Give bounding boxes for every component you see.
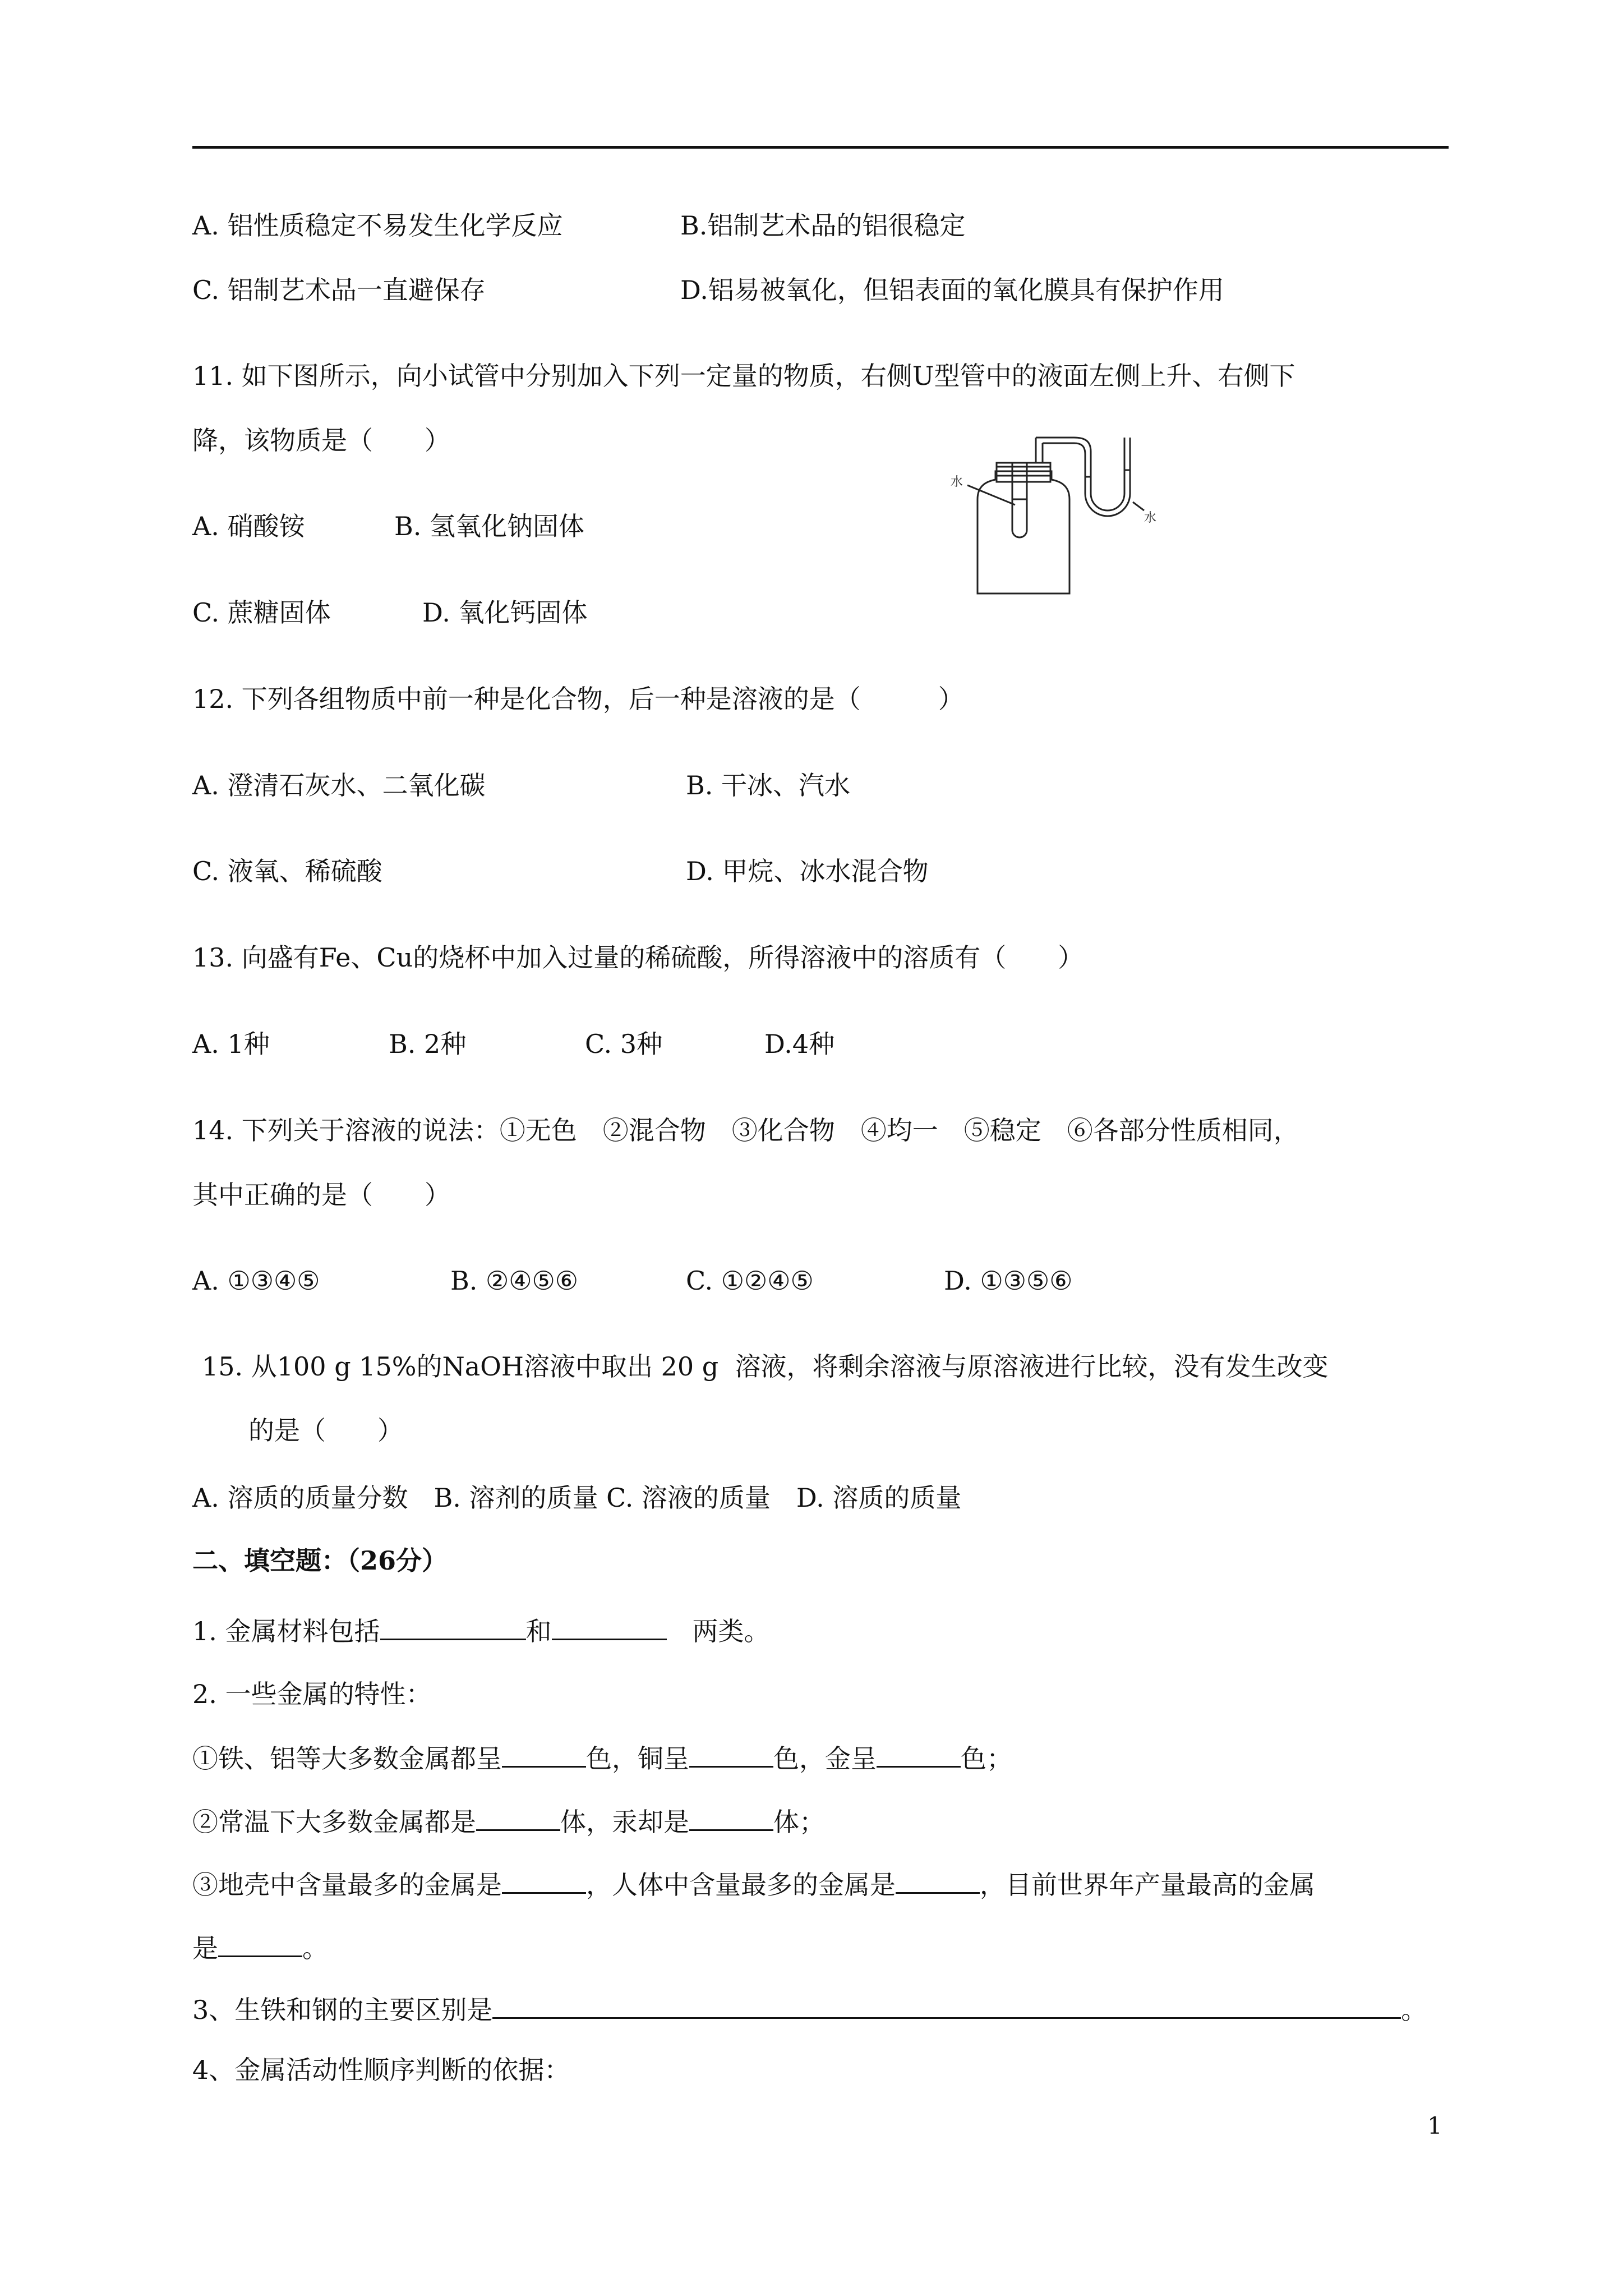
q13-option-d: D.4种	[764, 1029, 835, 1059]
q15-stem-line1: 15. 从100 g 15%的NaOH溶液中取出 20 g 溶液，将剩余溶液与原溶液进行比较，没有发生改变	[202, 1351, 1329, 1382]
q12-option-a: A. 澄清石灰水、二氧化碳	[192, 770, 486, 800]
fill-blank[interactable]	[218, 1930, 302, 1957]
q14-stem-line1: 14. 下列关于溶液的说法：①无色 ②混合物 ③化合物 ④均一 ⑤稳定 ⑥各部分性质相同，	[192, 1115, 1299, 1145]
q12-option-b: B. 干冰、汽水	[686, 770, 851, 800]
apparatus-figure	[934, 432, 1197, 600]
fill-q2-3-cont: 是 。	[192, 1930, 328, 1965]
figure-label-water-right: 水	[1144, 511, 1157, 525]
q13-option-a: A. 1种	[192, 1029, 270, 1059]
page-number: 1	[1427, 2112, 1442, 2139]
q14-option-a: A. ①③④⑤	[192, 1266, 320, 1296]
fill-q2: 2. 一些金属的特性：	[192, 1679, 432, 1709]
fill-q2-2: ②常温下大多数金属都是 体，汞却是 体；	[192, 1803, 825, 1839]
q12-option-c: C. 液氧、稀硫酸	[192, 856, 382, 886]
q12-option-d: D. 甲烷、冰水混合物	[686, 856, 929, 886]
fill-blank[interactable]	[896, 1866, 980, 1894]
q11-option-a: A. 硝酸铵	[192, 511, 305, 541]
fill-blank[interactable]	[689, 1803, 773, 1831]
q11-option-c: C. 蔗糖固体	[192, 597, 331, 628]
q14-option-d: D. ①③⑤⑥	[944, 1266, 1073, 1296]
q15-stem-line2: 的是（ ）	[248, 1415, 403, 1446]
fill-q4: 4、金属活动性顺序判断的依据：	[192, 2055, 570, 2085]
q14-stem-line2: 其中正确的是（ ）	[192, 1180, 450, 1210]
fill-blank[interactable]	[877, 1740, 961, 1768]
q13-stem: 13. 向盛有Fe、Cu的烧杯中加入过量的稀硫酸，所得溶液中的溶质有（ ）	[192, 942, 1084, 973]
fill-blank[interactable]	[502, 1866, 586, 1894]
fill-blank[interactable]	[476, 1803, 560, 1831]
q10-option-a: A. 铝性质稳定不易发生化学反应	[192, 210, 563, 241]
q13-option-c: C. 3种	[585, 1029, 663, 1059]
section-title: 二、填空题：（26分）	[192, 1545, 448, 1576]
q15-options: A. 溶质的质量分数 B. 溶剂的质量 C. 溶液的质量 D. 溶质的质量	[192, 1483, 962, 1513]
q11-option-b: B. 氢氧化钠固体	[394, 511, 585, 541]
q11-stem-line2: 降，该物质是（ ）	[192, 425, 450, 455]
q14-option-b: B. ②④⑤⑥	[450, 1266, 579, 1296]
q11-stem-line1: 11. 如下图所示，向小试管中分别加入下列一定量的物质，右侧U型管中的液面左侧上升、右侧下	[192, 361, 1295, 391]
fill-blank[interactable]	[502, 1740, 586, 1768]
fill-q1: 1. 金属材料包括 和 两类。	[192, 1613, 770, 1648]
fill-blank[interactable]	[689, 1740, 773, 1768]
q14-option-c: C. ①②④⑤	[686, 1266, 814, 1296]
q12-stem: 12. 下列各组物质中前一种是化合物，后一种是溶液的是（ ）	[192, 684, 964, 714]
fill-q2-3: ③地壳中含量最多的金属是 ，人体中含量最多的金属是 ，目前世界年产量最高的金属	[192, 1866, 1315, 1902]
q10-option-b: B.铝制艺术品的铝很稳定	[680, 210, 966, 241]
q11-option-d: D. 氧化钙固体	[422, 597, 588, 628]
fill-blank[interactable]	[552, 1613, 667, 1640]
q13-option-b: B. 2种	[389, 1029, 467, 1059]
fill-blank[interactable]	[492, 1991, 1401, 2019]
fill-q2-1: ①铁、铝等大多数金属都呈 色，铜呈 色，金呈 色；	[192, 1740, 1012, 1775]
q10-option-d: D.铝易被氧化，但铝表面的氧化膜具有保护作用	[680, 275, 1224, 305]
q10-option-c: C. 铝制艺术品一直避保存	[192, 275, 486, 305]
fill-blank[interactable]	[380, 1613, 526, 1640]
figure-label-water-left: 水	[951, 475, 963, 489]
header-rule	[192, 146, 1449, 149]
fill-q3: 3、生铁和钢的主要区别是 。	[192, 1991, 1427, 2027]
